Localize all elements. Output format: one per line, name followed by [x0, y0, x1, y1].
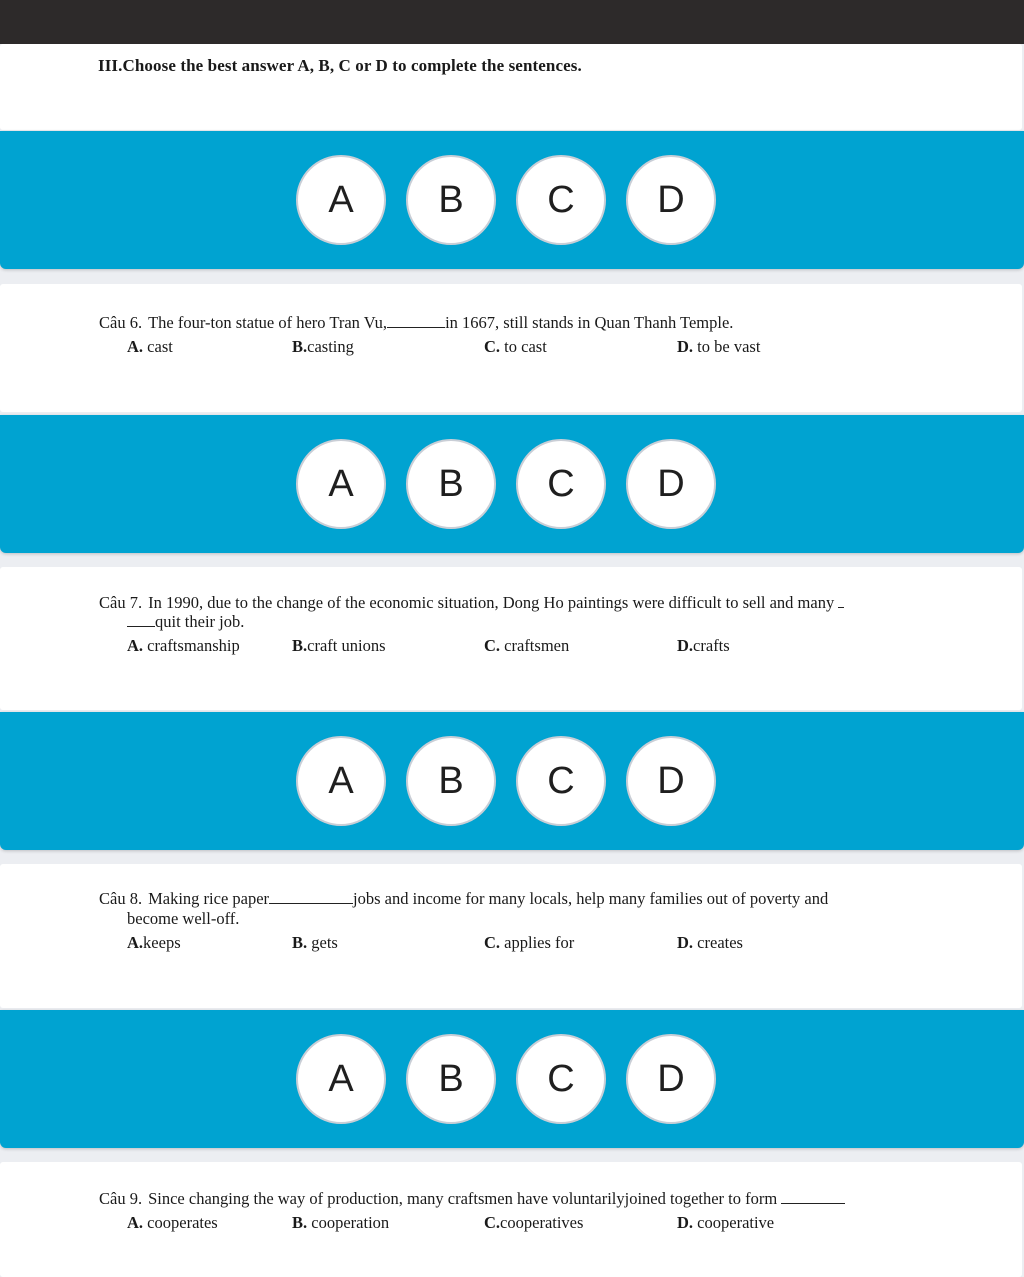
option-a: A. cast	[127, 337, 173, 356]
answer-d-button[interactable]: D	[626, 736, 716, 826]
answer-band-1	[0, 131, 1024, 269]
option-d: D.crafts	[677, 636, 730, 655]
question-8-text: Câu 8. Making rice paper jobs and income for many locals, help many families out of poverty and	[99, 889, 829, 908]
question-card-8	[0, 864, 1022, 1008]
answer-band-2	[0, 415, 1024, 553]
option-a: A. craftsmanship	[127, 636, 240, 655]
answer-band-4	[0, 1010, 1024, 1148]
option-b: B.casting	[292, 337, 354, 356]
option-a: A. cooperates	[127, 1213, 218, 1232]
answer-c-button[interactable]: C	[516, 736, 606, 826]
option-c: C. applies for	[484, 933, 575, 952]
top-status-bar	[0, 0, 1024, 44]
answer-c-button[interactable]: C	[516, 439, 606, 529]
option-b: B. gets	[292, 933, 338, 952]
answer-b-button[interactable]: B	[406, 155, 496, 245]
instructions-heading: III.Choose the best answer A, B, C or D to complete the sentences.	[98, 56, 582, 75]
question-number: Câu 8.	[99, 889, 143, 908]
question-7-continuation: quit their job.	[127, 612, 244, 631]
option-d: D. to be vast	[677, 337, 761, 356]
answer-blank	[781, 1202, 845, 1204]
option-d: D. cooperative	[677, 1213, 775, 1232]
answer-a-button[interactable]: A	[296, 439, 386, 529]
option-d: D. creates	[677, 933, 743, 952]
question-6-text: Câu 6. The four-ton statue of hero Tran Vu, in 1667, still stands in Quan Thanh Temple.	[99, 313, 734, 332]
option-b: B.craft unions	[292, 636, 386, 655]
question-number: Câu 9.	[99, 1189, 143, 1208]
question-number: Câu 7.	[99, 593, 143, 612]
question-card-6	[0, 284, 1022, 412]
option-c: C.cooperatives	[484, 1213, 584, 1232]
question-9-text: Câu 9. Since changing the way of production, many craftsmen have voluntarilyjoined together to form	[99, 1189, 845, 1208]
answer-a-button[interactable]: A	[296, 736, 386, 826]
answer-d-button[interactable]: D	[626, 1034, 716, 1124]
answer-b-button[interactable]: B	[406, 439, 496, 529]
option-b: B. cooperation	[292, 1213, 390, 1232]
answer-blank	[127, 625, 155, 627]
answer-d-button[interactable]: D	[626, 439, 716, 529]
question-card-9	[0, 1162, 1022, 1277]
answer-a-button[interactable]: A	[296, 1034, 386, 1124]
question-card-7	[0, 567, 1022, 710]
option-a: A.keeps	[127, 933, 181, 952]
answer-b-button[interactable]: B	[406, 1034, 496, 1124]
answer-band-3	[0, 712, 1024, 850]
instructions-card	[0, 44, 1022, 130]
option-c: C. craftsmen	[484, 636, 570, 655]
question-number: Câu 6.	[99, 313, 143, 332]
answer-a-button[interactable]: A	[296, 155, 386, 245]
answer-blank	[269, 902, 353, 904]
answer-c-button[interactable]: C	[516, 1034, 606, 1124]
option-c: C. to cast	[484, 337, 547, 356]
question-7-text: Câu 7. In 1990, due to the change of the economic situation, Dong Ho paintings were difficult to sell and many	[99, 593, 844, 612]
answer-d-button[interactable]: D	[626, 155, 716, 245]
question-8-continuation: become well-off.	[127, 909, 240, 928]
answer-b-button[interactable]: B	[406, 736, 496, 826]
answer-blank	[838, 606, 844, 608]
answer-c-button[interactable]: C	[516, 155, 606, 245]
answer-blank	[387, 326, 445, 328]
